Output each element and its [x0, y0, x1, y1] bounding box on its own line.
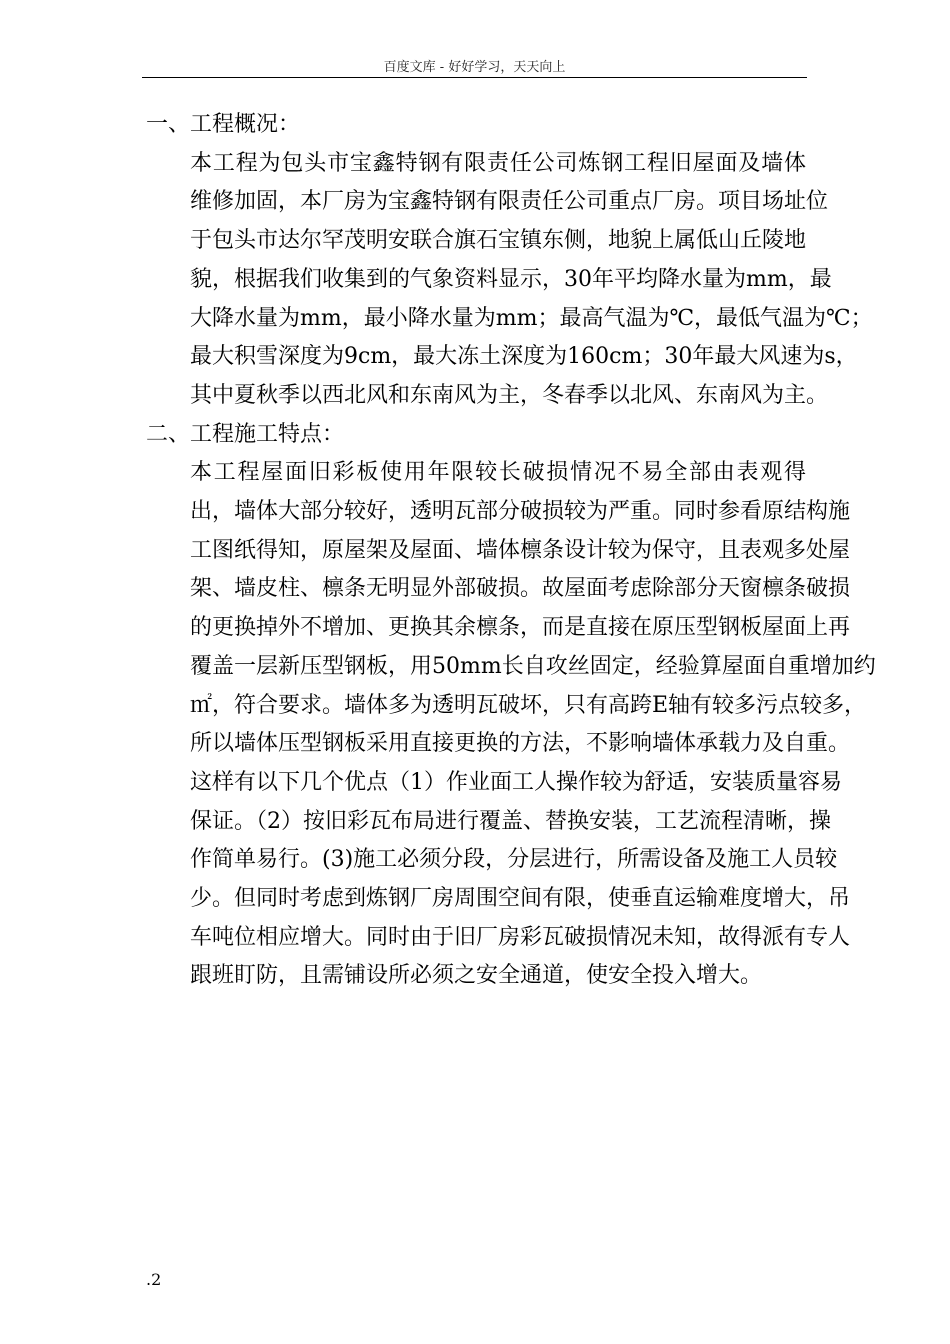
paragraph-line: 架、墙皮柱、檩条无明显外部破损。故屋面考虑除部分天窗檩条破损	[190, 576, 851, 602]
paragraph-line: 少。但同时考虑到炼钢厂房周围空间有限，使垂直运输难度增大，吊	[190, 886, 851, 912]
overview-paragraph	[146, 145, 873, 416]
section-heading-overview: 一、工程概况：	[146, 112, 301, 137]
paragraph-line: 工图纸得知，原屋架及屋面、墙体檩条设计较为保守，且表观多处屋	[190, 537, 851, 563]
paragraph-line: 于包头市达尔罕茂明安联合旗石宝镇东侧，地貌上属低山丘陵地	[190, 228, 807, 254]
paragraph-line: 覆盖一层新压型钢板，用50mm长自攻丝固定，经验算屋面自重增加约	[190, 653, 876, 679]
paragraph-line: 本工程屋面旧彩板使用年限较长破损情况不易全部由表观得	[190, 460, 806, 486]
page-number: .2	[146, 1270, 162, 1289]
page-header: 百度文库 - 好好学习，天天向上	[383, 60, 566, 75]
paragraph-line: 大降水量为mm，最小降水量为mm；最高气温为℃，最低气温为℃；	[190, 305, 873, 331]
paragraph-line: 维修加固，本厂房为宝鑫特钢有限责任公司重点厂房。项目场址位	[190, 189, 829, 215]
paragraph-line: 作简单易行。(3)施工必须分段，分层进行，所需设备及施工人员较	[190, 847, 838, 873]
document-body	[146, 106, 876, 996]
section-heading-features: 二、工程施工特点：	[146, 421, 345, 447]
features-paragraph	[146, 454, 876, 996]
paragraph-line: 这样有以下几个优点（1）作业面工人操作较为舒适，安装质量容易	[190, 769, 842, 795]
paragraph-line: 保证。（2）按旧彩瓦布局进行覆盖、替换安装，工艺流程清晰，操	[190, 808, 831, 834]
paragraph-line: 本工程为包头市宝鑫特钢有限责任公司炼钢工程旧屋面及墙体	[190, 150, 806, 176]
paragraph-line: 最大积雪深度为9cm，最大冻土深度为160cm；30年最大风速为s，	[190, 344, 858, 370]
paragraph-line: 貌，根据我们收集到的气象资料显示，30年平均降水量为mm，最	[190, 266, 832, 292]
header-rule	[142, 77, 807, 78]
paragraph-line: 所以墙体压型钢板采用直接更换的方法，不影响墙体承载力及自重。	[190, 731, 851, 757]
paragraph-line: 车吨位相应增大。同时由于旧厂房彩瓦破损情况未知，故得派有专人	[190, 924, 851, 950]
paragraph-line: 的更换掉外不增加、更换其余檩条，而是直接在原压型钢板屋面上再	[190, 615, 851, 641]
paragraph-line: 其中夏秋季以西北风和东南风为主，冬春季以北风、东南风为主。	[190, 382, 829, 408]
paragraph-line: ㎡，符合要求。墙体多为透明瓦破坏，只有高跨E轴有较多污点较多，	[190, 692, 867, 718]
paragraph-line: 出，墙体大部分较好，透明瓦部分破损较为严重。同时参看原结构施	[190, 499, 851, 525]
paragraph-line: 跟班盯防，且需铺设所必须之安全通道，使安全投入增大。	[190, 963, 763, 989]
